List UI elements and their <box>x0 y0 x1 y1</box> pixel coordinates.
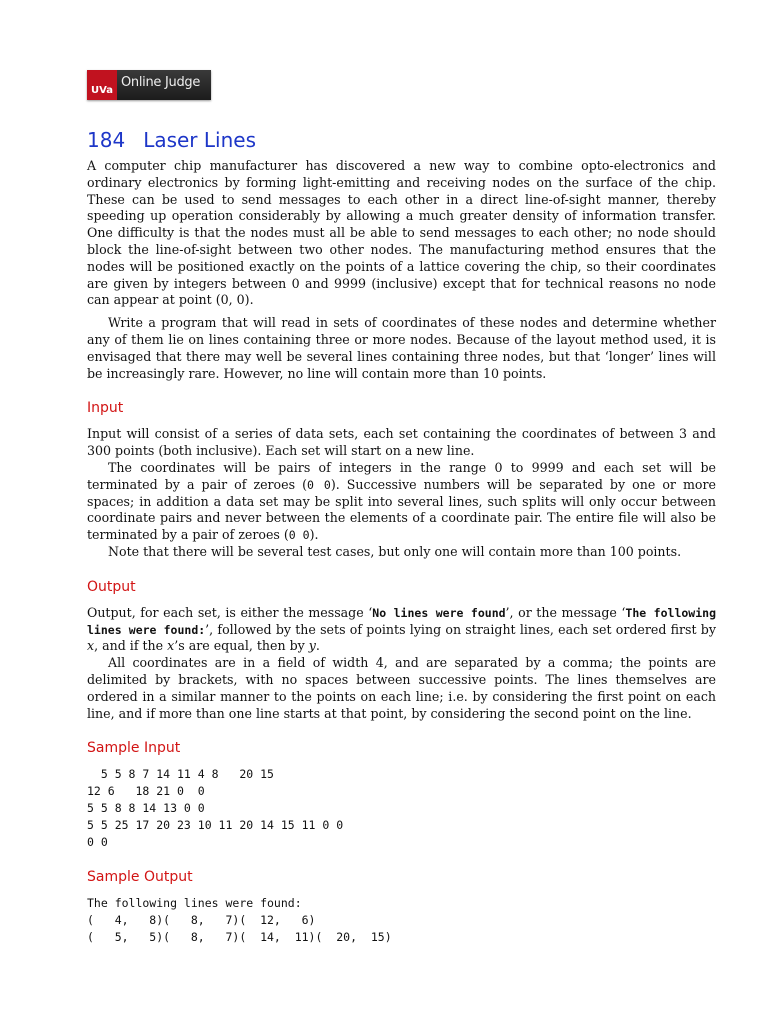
intro-paragraph-1: A computer chip manufacturer has discovered a new way to combine opto-electronics and ordinary electronics by forming light-emitting and receiving nodes on the surface of the chip. These can be used to send messages to each other in a direct line-of-sight manner, thereby speeding up operation considerably by allowing a much greater density of information transfer. One difficulty is that the nodes must all be able to send messages to each other; no node should block the line-of-sight between two other nodes. The manufacturing method ensures that the nodes will be positioned exactly on the points of a lattice covering the chip, so their coordinates are given by integers between 0 and 9999 (inclusive) except that for technical reasons no node can appear at point (0, 0). <box>87 158 716 308</box>
input-paragraph-2: The coordinates will be pairs of integers in the range 0 to 9999 and each set will be terminated by a pair of zeroes (0 0). Successive numbers will be separated by one or more spaces; in addition a data set may be split into several lines, such splits will only occur between coordinate pairs and never between the elements of a coordinate pair. The entire file will also be terminated by a pair of zeroes (0 0). <box>87 459 716 543</box>
inline-code: 0 0 <box>288 528 310 543</box>
inline-code: 0 0 <box>307 477 331 492</box>
uva-online-judge-logo[interactable] <box>87 70 211 100</box>
input-paragraph-3: Note that there will be several test cases, but only one will contain more than 100 points. <box>108 543 682 559</box>
code-line: 12 6 18 21 0 0 <box>87 784 205 799</box>
code-line: ( 4, 8)( 8, 7)( 12, 6) <box>87 913 316 928</box>
problem-title: Laser Lines <box>143 128 256 152</box>
logo-uva-mark: UVa <box>87 70 117 100</box>
code-line: The following lines were found: <box>87 896 302 911</box>
code-line: 5 5 25 17 20 23 10 11 20 14 15 11 0 0 <box>87 818 344 833</box>
sample-input-heading: Sample Input <box>87 740 181 757</box>
code-line: ( 5, 5)( 8, 7)( 14, 11)( 20, 15) <box>87 930 392 945</box>
page-title <box>87 128 716 158</box>
sample-output-block <box>87 895 716 946</box>
code-line: 0 0 <box>87 835 108 850</box>
input-paragraph-1: Input will consist of a series of data sets, each set containing the coordinates of between 3 and 300 points (both inclusive). Each set will start on a new line. <box>87 426 716 459</box>
output-paragraph-1: Output, for each set, is either the message ‘No lines were found’, or the message ‘The following lines were found:’, followed by the sets of points lying on straight lines, each set ordered first by x, and if the x’s are equal, then by y. <box>87 604 716 654</box>
sample-output-heading: Sample Output <box>87 869 193 886</box>
sample-input-block <box>87 766 716 851</box>
problem-number: 184 <box>87 128 126 152</box>
output-heading: Output <box>87 578 136 595</box>
code-line: 5 5 8 7 14 11 4 8 20 15 <box>87 767 274 782</box>
logo-text: Online Judge <box>121 75 201 90</box>
inline-code: No lines were found <box>372 605 506 620</box>
intro-paragraph-2: Write a program that will read in sets of coordinates of these nodes and determine whether any of them lie on lines containing three or more nodes. Because of the layout method used, it is envisaged that there may well be several lines containing three nodes, but that ‘longer’ lines will be increasingly rare. However, no line will contain more than 10 points. <box>87 315 716 381</box>
code-line: 5 5 8 8 14 13 0 0 <box>87 801 205 816</box>
output-paragraph-2: All coordinates are in a field of width 4, and are separated by a comma; the points are delimited by brackets, with no spaces between successive points. The lines themselves are ordered in a similar manner to the points on each line; i.e. by considering the first point on each line, and if more than one line starts at that point, by considering the second point on the line. <box>87 655 716 721</box>
input-heading: Input <box>87 400 124 417</box>
problem-page <box>87 70 716 946</box>
inline-code: The following lines were found: <box>87 605 716 637</box>
